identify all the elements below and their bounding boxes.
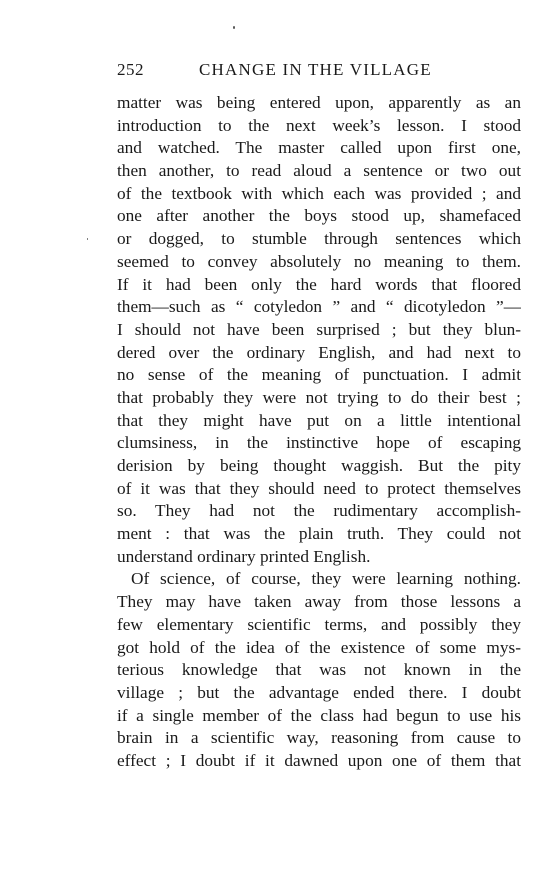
text-line: If it had been only the hard words that floored <box>117 274 521 294</box>
text-line: so. They had not the rudimentary accomplish- <box>117 501 521 521</box>
text-line: dered over the ordinary English, and had next to <box>117 342 521 362</box>
text-line: I should not have been surprised ; but they blun- <box>117 319 521 339</box>
text-line: matter was being entered upon, apparently as an <box>117 93 521 112</box>
text-line: if a single member of the class had begun to use his <box>117 705 521 725</box>
text-line: no sense of the meaning of punctuation. I admit <box>117 365 521 385</box>
text-line: that they might have put on a little intentional <box>117 410 521 430</box>
text-line: brain in a scientific way, reasoning from cause to <box>117 728 521 748</box>
text-line: few elementary scientific terms, and possibly they <box>117 614 521 634</box>
ink-speck <box>87 238 88 240</box>
text-line: understand ordinary printed English. <box>117 546 371 566</box>
text-line: that probably they were not trying to do their best ; <box>117 387 521 407</box>
paragraph <box>117 568 521 772</box>
text-line: ment : that was the plain truth. They could not <box>117 524 521 544</box>
page-number: 252 <box>117 60 144 79</box>
text-line: seemed to convey absolutely no meaning to them. <box>117 251 521 271</box>
text-line: clumsiness, in the instinctive hope of escaping <box>117 433 521 453</box>
text-line: then another, to read aloud a sentence or two out <box>117 161 521 181</box>
text-line: and watched. The master called upon first one, <box>117 138 521 158</box>
body-text <box>117 92 521 773</box>
text-line: Of science, of course, they were learning nothing. <box>131 569 521 589</box>
page-header <box>117 60 521 84</box>
text-line: terious knowledge that was not known in the <box>117 660 521 680</box>
text-line: effect ; I doubt if it dawned upon one of them that <box>117 750 521 770</box>
text-line: They may have taken away from those lessons a <box>117 592 521 612</box>
text-line: got hold of the idea of the existence of some mys- <box>117 637 521 657</box>
text-line: of it was that they should need to protect themselves <box>117 478 521 498</box>
text-line: or dogged, to stumble through sentences which <box>117 229 521 249</box>
text-line: introduction to the next week’s lesson. I stood <box>117 115 521 135</box>
ink-speck <box>233 26 235 29</box>
text-line: village ; but the advantage ended there. I doubt <box>117 682 521 702</box>
text-line: one after another the boys stood up, shamefaced <box>117 206 521 226</box>
running-head: CHANGE IN THE VILLAGE <box>199 60 432 79</box>
paragraph <box>117 92 521 568</box>
text-line: them—such as “ cotyledon ” and “ dicotyledon ”— <box>117 297 521 317</box>
text-line: derision by being thought waggish. But the pity <box>117 456 521 475</box>
text-line: of the textbook with which each was provided ; and <box>117 183 521 203</box>
